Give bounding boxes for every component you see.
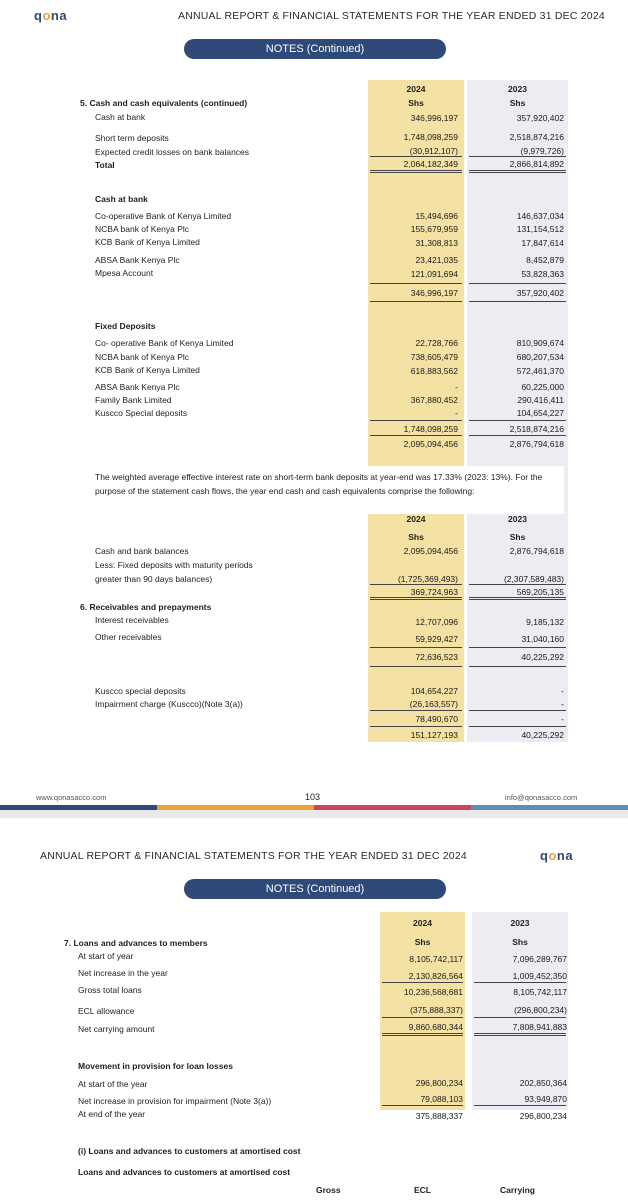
- subtotal-line: [474, 1017, 566, 1018]
- row-value-2024: 155,679,959: [410, 224, 458, 234]
- subtotal2-2024: 78,490,670: [415, 714, 458, 724]
- row-label: Net carrying amount: [78, 1024, 155, 1034]
- row-value-2023: 7,808,941,883: [512, 1022, 567, 1032]
- subtotal-line: [370, 666, 462, 667]
- row-value-2024: 15,494,696: [415, 211, 458, 221]
- row-value-2024: -: [455, 408, 458, 418]
- subtotal-line: [382, 1017, 463, 1018]
- row-value-2023: 8,452,879: [526, 255, 564, 265]
- total-double-line: [469, 597, 566, 600]
- total-double-line: [474, 1033, 566, 1036]
- row-label: Less: Fixed deposits with maturity periods: [95, 560, 253, 570]
- col-header-2024: 2024: [413, 918, 432, 928]
- row-value-2024: 296,800,234: [415, 1078, 463, 1088]
- total-value-2023: 357,920,402: [516, 288, 564, 298]
- subtotal-line: [370, 435, 462, 436]
- total-double-line: [382, 1033, 463, 1036]
- subtotal-line: [370, 156, 462, 157]
- subtotal2-2023: -: [561, 714, 564, 724]
- row-label: At end of the year: [78, 1109, 146, 1119]
- row-label: KCB Bank of Kenya Limited: [95, 365, 200, 375]
- row-value-2023: 9,185,132: [526, 617, 564, 627]
- row-value-2024: 2,064,182,349: [403, 159, 458, 169]
- subtotal-line: [370, 283, 462, 284]
- total-double-line: [370, 597, 462, 600]
- row-value-2024: 738,605,479: [410, 352, 458, 362]
- row-label: ABSA Bank Kenya Plc: [95, 382, 180, 392]
- row-value-2024: (1,725,369,493): [397, 574, 458, 584]
- row-label: Co- operative Bank of Kenya Limited: [95, 338, 234, 348]
- col-unit-2024: Shs: [408, 532, 424, 542]
- total-value-2023: 569,205,135: [516, 587, 564, 597]
- row-value-2023: 2,876,794,618: [509, 546, 564, 556]
- footer-email: info@qonasacco.com: [505, 793, 578, 802]
- row-label: Cash at bank: [95, 112, 146, 122]
- subtotal-2024: 72,636,523: [415, 652, 458, 662]
- row-label: ECL allowance: [78, 1006, 135, 1016]
- header-title: ANNUAL REPORT & FINANCIAL STATEMENTS FOR THE YEAR ENDED 31 DEC 2024: [40, 850, 467, 862]
- row-label: Other receivables: [95, 632, 162, 642]
- row-value-2023: 296,800,234: [519, 1111, 567, 1121]
- row-value-2023: 53,828,363: [521, 269, 564, 279]
- row-value-2024: 2,130,826,564: [408, 971, 463, 981]
- row-value-2023: 290,416,411: [517, 395, 564, 405]
- row-value-2024: 31,308,813: [415, 238, 458, 248]
- subtotal-line: [469, 420, 566, 421]
- col-unit-2023: Shs: [509, 532, 526, 542]
- row-label: ABSA Bank Kenya Plc: [95, 255, 180, 265]
- row-value-2023: 1,009,452,350: [512, 971, 567, 981]
- row-value-2023: -: [561, 686, 564, 696]
- total-value-2023: 2,518,874,216: [509, 424, 564, 434]
- row-label: Kuscco Special deposits: [95, 408, 188, 418]
- subtotal-line: [469, 666, 566, 667]
- subtotal-line: [469, 283, 566, 284]
- row-label: Short term deposits: [95, 133, 169, 143]
- row-value-2023: 680,207,534: [516, 352, 564, 362]
- col-header-2023: 2023: [508, 514, 527, 524]
- row-value-2024: 346,996,197: [410, 113, 458, 123]
- total-value-2023: 40,225,292: [521, 730, 564, 740]
- row-value-2023: 810,909,674: [516, 338, 564, 348]
- header-title: ANNUAL REPORT & FINANCIAL STATEMENTS FOR THE YEAR ENDED 31 DEC 2024: [178, 10, 605, 22]
- row-value-2024: 121,091,694: [410, 269, 458, 279]
- row-value-2024: 618,883,562: [410, 366, 458, 376]
- subtotal-line: [370, 726, 462, 727]
- col-header-2024: 2024: [406, 84, 426, 94]
- col-header-2023: 2023: [510, 918, 530, 928]
- total-double-line: [370, 170, 462, 173]
- interest-rate-paragraph: The weighted average effective interest rate on short-term bank deposits at year-end was 17.33% (2023: 13%). For the purpose of the statement cash flows, the year end cash and cash equivalents comprise the following:: [95, 472, 543, 496]
- col-header-2023: 2023: [508, 84, 527, 94]
- row-label: greater than 90 days balances): [95, 574, 213, 584]
- row-value-2023: (9,979,726): [520, 146, 564, 156]
- subsection-title: Loans and advances to customers at amortised cost: [78, 1167, 291, 1177]
- total-value-2024: 151,127,193: [410, 730, 458, 740]
- cash-at-bank-title: Cash at bank: [95, 194, 148, 204]
- qona-logo: qona: [34, 8, 68, 23]
- row-value-2024: 9,860,680,344: [408, 1022, 463, 1032]
- row-value-2023: 146,637,034: [516, 211, 564, 221]
- qona-logo: qona: [540, 848, 574, 863]
- row-label: At start of the year: [78, 1079, 148, 1089]
- col-header-gross: Gross: [316, 1185, 341, 1195]
- col-unit-2023: Shs: [512, 937, 528, 947]
- subsection-i-title: (i) Loans and advances to customers at amortised cost: [78, 1146, 301, 1156]
- row-value-2024: 375,888,337: [415, 1111, 463, 1121]
- row-value-2023: 2,518,874,216: [509, 132, 564, 142]
- row-label: KCB Bank of Kenya Limited: [95, 237, 200, 247]
- row-value-2024: (26,163,557): [409, 699, 458, 709]
- col-header-ecl: ECL: [414, 1185, 431, 1195]
- subtotal-line: [382, 1105, 463, 1106]
- col-header-carrying: Carrying: [500, 1185, 535, 1195]
- row-value-2023: 7,096,289,767: [512, 954, 567, 964]
- subtotal-line: [469, 710, 566, 711]
- grand-total-2024: 2,095,094,456: [403, 439, 458, 449]
- row-value-2024: -: [455, 382, 458, 392]
- row-value-2023: 131,154,512: [516, 224, 564, 234]
- subtotal-line: [474, 1105, 566, 1106]
- row-value-2023: 104,654,227: [516, 408, 564, 418]
- row-value-2023: 93,949,870: [524, 1094, 567, 1104]
- row-label: Kuscco special deposits: [95, 686, 186, 696]
- row-label: NCBA bank of Kenya Plc: [95, 224, 190, 234]
- col-unit-2024: Shs: [414, 937, 431, 947]
- col-unit-2024: Shs: [408, 98, 424, 108]
- subtotal-line: [370, 710, 462, 711]
- row-label: Impairment charge (Kuscco)(Note 3(a)): [95, 699, 243, 709]
- row-value-2024: 367,880,452: [410, 395, 458, 405]
- section-5-title: 5. Cash and cash equivalents (continued): [80, 98, 248, 108]
- fixed-deposits-title: Fixed Deposits: [95, 321, 156, 331]
- row-value-2024: 2,095,094,456: [403, 546, 458, 556]
- row-label: Co-operative Bank of Kenya Limited: [95, 211, 232, 221]
- row-value-2023: 8,105,742,117: [513, 987, 567, 997]
- row-value-2024: 8,105,742,117: [409, 954, 463, 964]
- col-unit-2023: Shs: [509, 98, 526, 108]
- row-value-2024: 104,654,227: [410, 686, 458, 696]
- notes-banner: NOTES (Continued): [184, 879, 446, 899]
- total-value-2024: 346,996,197: [410, 288, 458, 298]
- row-label: Cash and bank balances: [95, 546, 189, 556]
- subtotal-line: [474, 982, 566, 983]
- row-value-2024: 10,236,568,681: [403, 987, 463, 997]
- row-label: Mpesa Account: [95, 268, 154, 278]
- col-header-2024: 2024: [406, 514, 426, 524]
- row-value-2023: 357,920,402: [516, 113, 564, 123]
- movement-title: Movement in provision for loan losses: [78, 1061, 233, 1071]
- report-page-104: [0, 818, 628, 1200]
- subtotal-line: [370, 647, 462, 648]
- total-line: [370, 301, 462, 302]
- row-value-2023: 31,040,160: [521, 634, 564, 644]
- footer-website: www.qonasacco.com: [36, 793, 107, 802]
- row-value-2024: (375,888,337): [410, 1005, 463, 1015]
- row-value-2023: 60,225,000: [521, 382, 564, 392]
- row-value-2024: 79,088,103: [420, 1094, 463, 1104]
- subtotal-line: [469, 156, 566, 157]
- total-line: [469, 301, 566, 302]
- row-label: Interest receivables: [95, 615, 169, 625]
- row-value-2023: 572,461,370: [516, 366, 564, 376]
- row-label: Expected credit losses on bank balances: [95, 147, 250, 157]
- row-value-2023: 202,850,364: [519, 1078, 567, 1088]
- subtotal-line: [382, 982, 463, 983]
- row-value-2024: 22,728,766: [415, 338, 458, 348]
- subtotal-line: [469, 647, 566, 648]
- grand-total-2023: 2,876,794,618: [509, 439, 564, 449]
- row-label: Net increase in the year: [78, 968, 168, 978]
- row-label: At start of year: [78, 951, 134, 961]
- subtotal-line: [370, 584, 462, 585]
- row-value-2024: 59,929,427: [415, 634, 458, 644]
- section-7-title: 7. Loans and advances to members: [64, 938, 208, 948]
- row-value-2024: 23,421,035: [415, 255, 458, 265]
- page-number: 103: [305, 792, 321, 802]
- row-label: Net increase in provision for impairment (Note 3(a)): [78, 1096, 272, 1106]
- row-value-2024: 12,707,096: [415, 617, 458, 627]
- row-label: Gross total loans: [78, 985, 142, 995]
- row-value-2023: 17,847,614: [521, 238, 564, 248]
- subtotal-line: [469, 435, 566, 436]
- total-value-2024: 1,748,098,259: [403, 424, 458, 434]
- total-double-line: [469, 170, 566, 173]
- row-label: Family Bank Limited: [95, 395, 172, 405]
- row-value-2023: 2,866,814,892: [509, 159, 564, 169]
- row-value-2023: (296,800,234): [514, 1005, 567, 1015]
- row-value-2023: (2,307,589,483): [503, 574, 564, 584]
- row-value-2024: (30,912,107): [409, 146, 458, 156]
- subtotal-2023: 40,225,292: [521, 652, 564, 662]
- row-value-2023: -: [561, 699, 564, 709]
- row-value-2024: 1,748,098,259: [403, 132, 458, 142]
- row-label-total: Total: [95, 160, 115, 170]
- section-6-title: 6. Receivables and prepayments: [80, 602, 212, 612]
- subtotal-line: [370, 420, 462, 421]
- notes-banner: NOTES (Continued): [184, 39, 446, 59]
- row-label: NCBA bank of Kenya Plc: [95, 352, 190, 362]
- subtotal-line: [469, 584, 566, 585]
- subtotal-line: [469, 726, 566, 727]
- total-value-2024: 369,724,963: [410, 587, 458, 597]
